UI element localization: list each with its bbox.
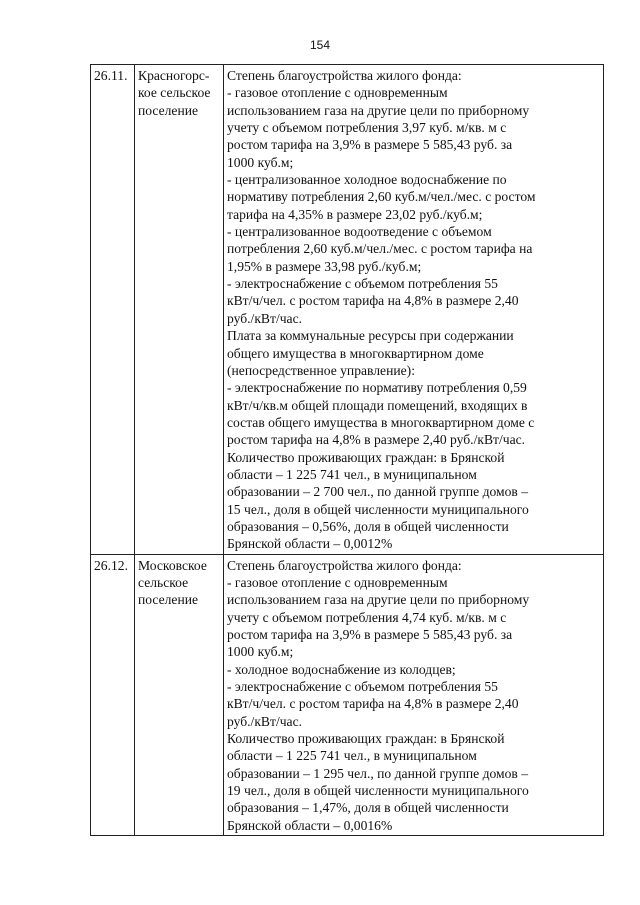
description-line: Брянской области – 0,0012% xyxy=(227,536,393,552)
description-line: образования – 1,47%, доля в общей численности xyxy=(227,800,509,816)
description-line: Количество проживающих граждан: в Брянской xyxy=(227,449,505,465)
row-number: 26.11. xyxy=(91,65,135,555)
description-line: образовании – 1 295 чел., по данной группе домов – xyxy=(227,765,529,781)
description-line: образования – 0,56%, доля в общей численности xyxy=(227,518,509,534)
description-line: - централизованное холодное водоснабжение по xyxy=(227,172,507,188)
description-line: 1000 куб.м; xyxy=(227,154,294,170)
description-line: ростом тарифа на 3,9% в размере 5 585,43 руб. за xyxy=(227,137,513,153)
description-line: потребления 2,60 куб.м/чел./мес. с ростом тарифа на xyxy=(227,241,533,257)
description-line: кВт/ч/чел. с ростом тарифа на 4,8% в размере 2,40 xyxy=(227,293,519,309)
description-line: тарифа на 4,35% в размере 23,02 руб./куб.м; xyxy=(227,206,483,222)
description-line: Степень благоустройства жилого фонда: xyxy=(227,557,462,573)
description-line: - электроснабжение с объемом потребления 55 xyxy=(227,276,498,292)
page-number: 154 xyxy=(309,38,331,52)
description-line: состав общего имущества в многоквартирном доме с xyxy=(227,414,535,430)
description-line: кВт/ч/чел. с ростом тарифа на 4,8% в размере 2,40 xyxy=(227,696,519,712)
settlement-name-line: сельское xyxy=(138,574,189,590)
description-line: руб./кВт/час. xyxy=(227,310,303,326)
table-body xyxy=(91,65,604,836)
description-line: - газовое отопление с одновременным xyxy=(227,574,448,590)
description-line: Степень благоустройства жилого фонда: xyxy=(227,68,462,83)
description-line: - электроснабжение с объемом потребления 55 xyxy=(227,679,498,695)
description-line: 1000 куб.м; xyxy=(227,644,294,660)
description-cell xyxy=(224,65,604,555)
settlement-name-line: поселение xyxy=(138,592,199,608)
settlement-name-cell xyxy=(135,554,224,836)
description-cell xyxy=(224,554,604,836)
table-row xyxy=(91,65,604,555)
tariff-table xyxy=(90,64,604,836)
settlement-name-cell xyxy=(135,65,224,555)
description-line: использованием газа на другие цели по приборному xyxy=(227,102,530,118)
description-line: - электроснабжение по нормативу потребления 0,59 xyxy=(227,380,527,396)
settlement-name-line: кое сельское xyxy=(138,85,211,101)
description-line: - газовое отопление с одновременным xyxy=(227,85,448,101)
description-line: 1,95% в размере 33,98 руб./куб.м; xyxy=(227,258,422,274)
description-line: руб./кВт/час. xyxy=(227,713,303,729)
description-line: Количество проживающих граждан: в Брянской xyxy=(227,731,505,747)
description-line: 15 чел., доля в общей численности муниципального xyxy=(227,501,529,517)
table-row xyxy=(91,554,604,836)
description-line: кВт/ч/кв.м общей площади помещений, входящих в xyxy=(227,397,528,413)
description-line: нормативу потребления 2,60 куб.м/чел./мес. с ростом xyxy=(227,189,536,205)
settlement-name-line: Московское xyxy=(138,557,207,573)
description-line: образовании – 2 700 чел., по данной группе домов – xyxy=(227,484,529,500)
description-line: учету с объемом потребления 4,74 куб. м/кв. м с xyxy=(227,609,507,625)
row-number: 26.12. xyxy=(91,554,135,836)
description-line: ростом тарифа на 4,8% в размере 2,40 руб./кВт/час. xyxy=(227,432,526,448)
description-line: области – 1 225 741 чел., в муниципальном xyxy=(227,748,477,764)
description-line: использованием газа на другие цели по приборному xyxy=(227,592,530,608)
settlement-name-line: поселение xyxy=(138,102,199,118)
description-line: (непосредственное управление): xyxy=(227,362,415,378)
description-line: общего имущества в многоквартирном доме xyxy=(227,345,484,361)
settlement-name-line: Красногорс- xyxy=(138,68,210,83)
description-line: учету с объемом потребления 3,97 куб. м/кв. м с xyxy=(227,120,507,136)
description-line: Плата за коммунальные ресурсы при содержании xyxy=(227,328,514,344)
description-line: ростом тарифа на 3,9% в размере 5 585,43 руб. за xyxy=(227,627,513,642)
description-line: Брянской области – 0,0016% xyxy=(227,817,393,833)
description-line: - холодное водоснабжение из колодцев; xyxy=(227,661,456,677)
description-line: 19 чел., доля в общей численности муниципального xyxy=(227,783,529,799)
description-line: области – 1 225 741 чел., в муниципальном xyxy=(227,466,477,482)
description-line: - централизованное водоотведение с объемом xyxy=(227,224,492,240)
